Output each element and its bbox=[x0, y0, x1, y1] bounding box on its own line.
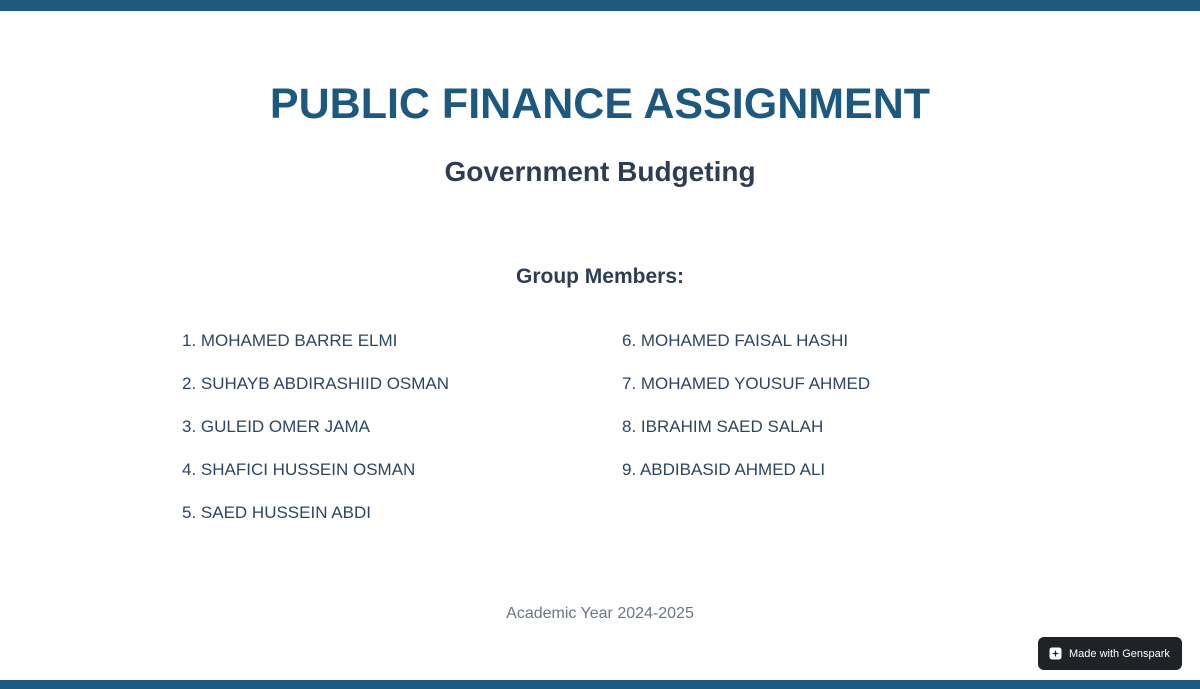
slide-title: PUBLIC FINANCE ASSIGNMENT bbox=[269, 80, 931, 128]
top-accent-bar bbox=[0, 0, 1200, 11]
member-item: 2. SUHAYB ABDIRASHIID OSMAN bbox=[182, 374, 450, 393]
badge-label: Made with Genspark bbox=[1069, 647, 1170, 660]
member-item: 9. ABDIBASID AHMED ALI bbox=[622, 460, 826, 479]
slide-subtitle: Government Budgeting bbox=[444, 156, 756, 187]
made-with-genspark-badge[interactable] bbox=[1038, 637, 1182, 670]
academic-year: Academic Year 2024-2025 bbox=[506, 605, 694, 622]
member-item: 1. MOHAMED BARRE ELMI bbox=[182, 331, 398, 350]
member-item: 6. MOHAMED FAISAL HASHI bbox=[622, 331, 849, 350]
genspark-logo-icon bbox=[1049, 647, 1062, 660]
member-item: 3. GULEID OMER JAMA bbox=[182, 417, 370, 436]
member-item: 7. MOHAMED YOUSUF AHMED bbox=[622, 374, 871, 393]
member-item: 4. SHAFICI HUSSEIN OSMAN bbox=[182, 460, 416, 479]
members-list bbox=[182, 327, 1062, 542]
group-members-heading: Group Members: bbox=[515, 265, 685, 288]
bottom-accent-bar bbox=[0, 680, 1200, 689]
member-item: 5. SAED HUSSEIN ABDI bbox=[182, 503, 371, 522]
member-item: 8. IBRAHIM SAED SALAH bbox=[622, 417, 824, 436]
